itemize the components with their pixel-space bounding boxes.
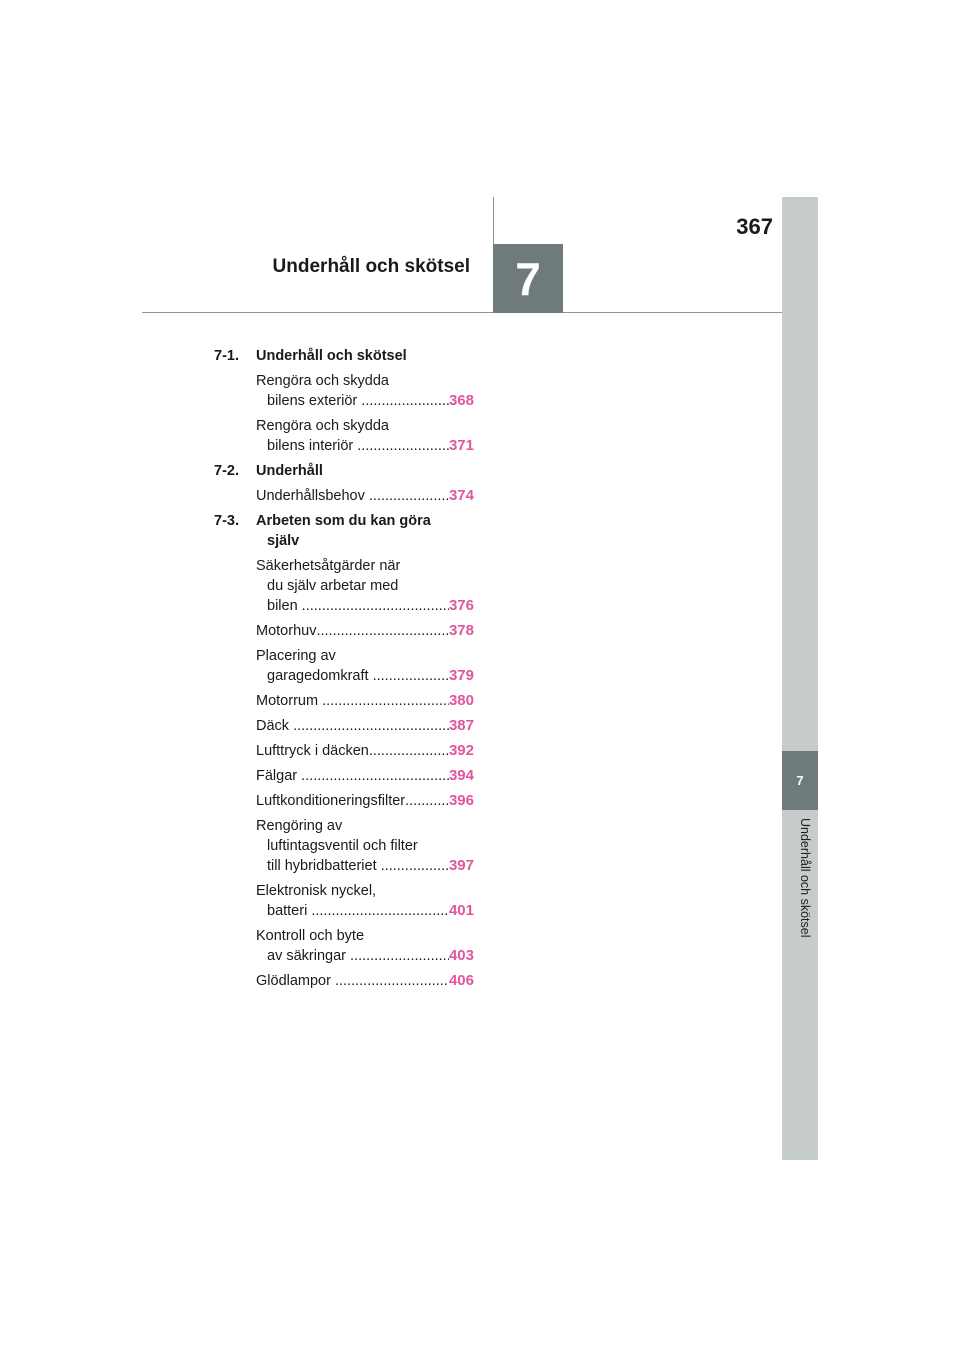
toc-section: [214, 346, 474, 366]
entry-label: Motorhuv: [256, 623, 317, 639]
page-link[interactable]: 387: [448, 717, 474, 734]
entry-line: luftintagsventil och filter: [267, 838, 418, 854]
toc-entry[interactable]: [214, 556, 474, 616]
page-link[interactable]: 376: [448, 597, 474, 614]
dot-leader: [322, 691, 449, 711]
entry-line: Rengöra och skydda: [256, 418, 389, 434]
side-tab-number: 7: [796, 773, 804, 788]
entry-label: Lufttryck i däcken: [256, 743, 369, 759]
page-link[interactable]: 378: [448, 622, 474, 639]
entry-line: Elektronisk nyckel,: [256, 883, 377, 899]
page-link[interactable]: 394: [448, 767, 474, 784]
dot-leader: [316, 621, 449, 641]
section-number: 7-3.: [214, 513, 239, 529]
entry-label: Däck: [256, 718, 290, 734]
dot-leader: [361, 391, 449, 411]
section-title: Underhåll och skötsel: [256, 348, 407, 364]
toc-section: [214, 461, 474, 481]
page-number: 367: [736, 214, 773, 239]
entry-line: Rengöra och skydda: [256, 373, 389, 389]
entry-label: batteri: [267, 903, 308, 919]
page-link[interactable]: 392: [448, 742, 474, 759]
entry-line: Säkerhetsåtgärder när: [256, 558, 401, 574]
toc-entry[interactable]: [214, 371, 474, 411]
header-vertical-rule: [493, 197, 494, 245]
page-link[interactable]: 396: [448, 792, 474, 809]
page-link[interactable]: 379: [448, 667, 474, 684]
toc-entry[interactable]: [214, 716, 474, 736]
page-link[interactable]: 371: [448, 437, 474, 454]
entry-label: till hybridbatteriet: [267, 858, 377, 874]
dot-leader: [302, 596, 449, 616]
section-title: Arbeten som du kan göra: [256, 513, 431, 529]
section-number: 7-1.: [214, 348, 239, 364]
dot-leader: [369, 741, 449, 761]
page-link[interactable]: 403: [448, 947, 474, 964]
section-number: 7-2.: [214, 463, 239, 479]
entry-label: bilens interiör: [267, 438, 354, 454]
dot-leader: [405, 791, 449, 811]
entry-line: Placering av: [256, 648, 336, 664]
dot-leader: [369, 486, 449, 506]
page-link[interactable]: 401: [448, 902, 474, 919]
toc-entry[interactable]: [214, 486, 474, 506]
toc-entry[interactable]: [214, 766, 474, 786]
page-link[interactable]: 397: [448, 857, 474, 874]
entry-label: av säkringar: [267, 948, 346, 964]
side-tab-label: Underhåll och skötsel: [798, 818, 812, 938]
section-title-cont: själv: [267, 533, 300, 549]
toc-entry[interactable]: [214, 881, 474, 921]
toc-entry[interactable]: [214, 691, 474, 711]
toc-entry[interactable]: [214, 926, 474, 966]
dot-leader: [357, 436, 449, 456]
entry-line: du själv arbetar med: [267, 578, 399, 594]
dot-leader: [335, 971, 449, 991]
dot-leader: [381, 856, 449, 876]
toc-entry[interactable]: [214, 741, 474, 761]
entry-label: Luftkonditioneringsfilter: [256, 793, 406, 809]
entry-line: Kontroll och byte: [256, 928, 365, 944]
page-link[interactable]: 374: [448, 487, 474, 504]
page-link[interactable]: 380: [448, 692, 474, 709]
header-horizontal-rule: [142, 312, 782, 313]
section-title: Underhåll: [256, 463, 323, 479]
toc-entry[interactable]: [214, 971, 474, 991]
dot-leader: [293, 716, 449, 736]
chapter-title: Underhåll och skötsel: [272, 256, 470, 277]
page-link[interactable]: 406: [448, 972, 474, 989]
dot-leader: [311, 901, 449, 921]
table-of-contents: [214, 346, 474, 996]
dot-leader: [350, 946, 449, 966]
entry-label: bilen: [267, 598, 298, 614]
toc-entry[interactable]: [214, 621, 474, 641]
page-link[interactable]: 368: [448, 392, 474, 409]
entry-label: Fälgar: [256, 768, 298, 784]
dot-leader: [373, 666, 449, 686]
entry-label: Glödlampor: [256, 973, 331, 989]
entry-label: Motorrum: [256, 693, 319, 709]
toc-entry[interactable]: [214, 416, 474, 456]
toc-entry[interactable]: [214, 646, 474, 686]
toc-section: [214, 511, 474, 551]
entry-label: Underhållsbehov: [256, 488, 365, 504]
chapter-number-box: 7: [493, 244, 563, 313]
toc-entry[interactable]: [214, 816, 474, 876]
entry-label: garagedomkraft: [267, 668, 369, 684]
entry-line: Rengöring av: [256, 818, 343, 834]
dot-leader: [301, 766, 449, 786]
toc-entry[interactable]: [214, 791, 474, 811]
entry-label: bilens exteriör: [267, 393, 358, 409]
